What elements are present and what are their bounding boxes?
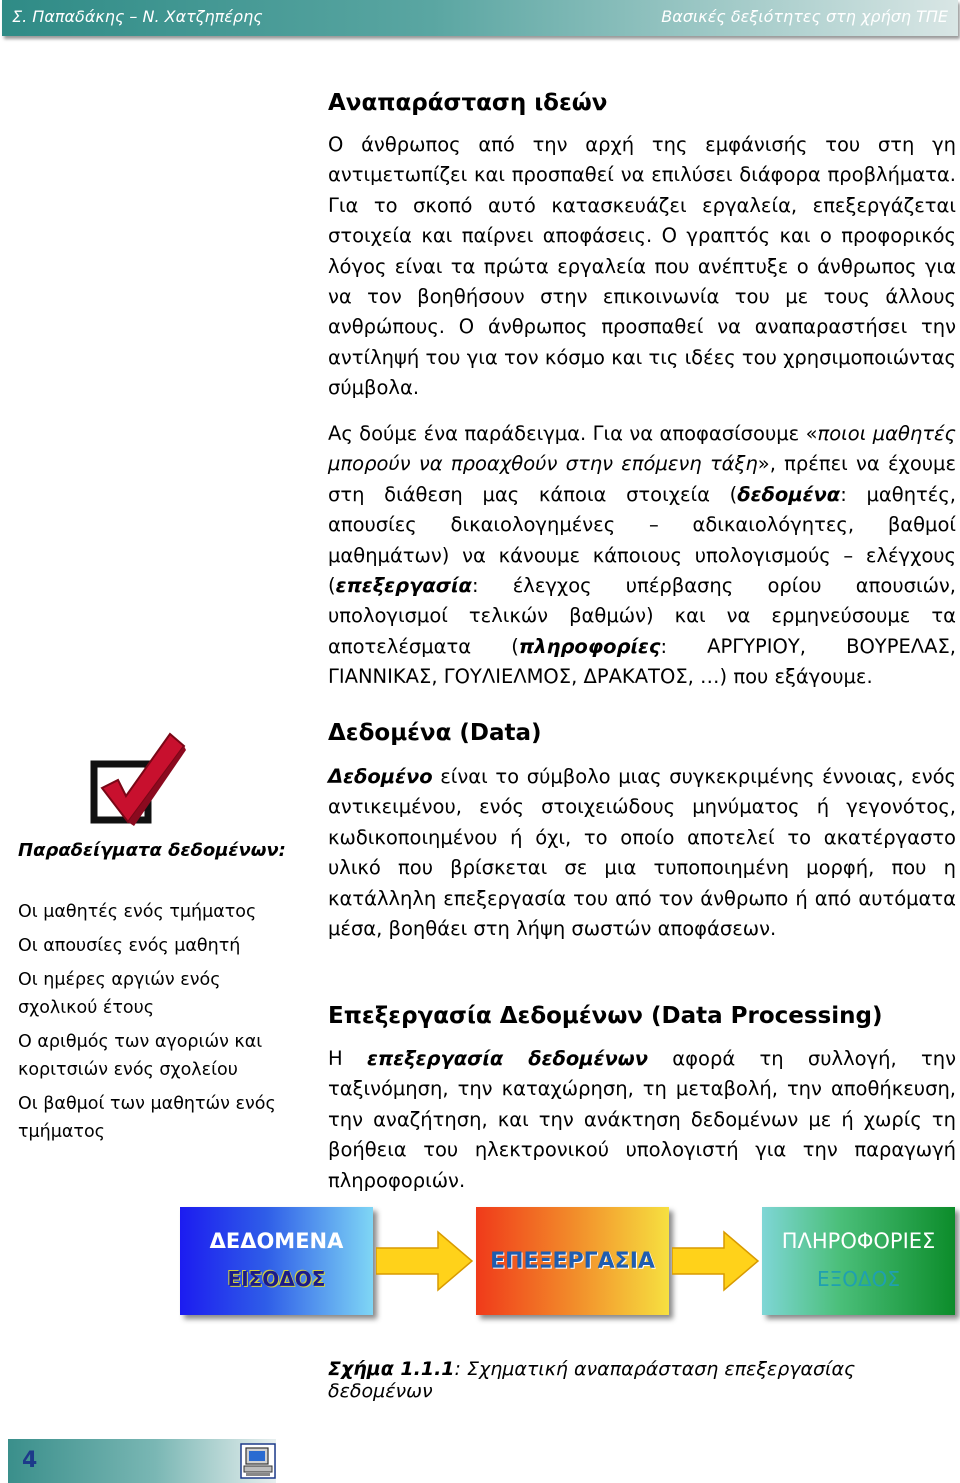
diagram-output-box [762,1207,955,1315]
paragraph-example: Ας δούμε ένα παράδειγμα. Για να αποφασίσουμε «ποιοι μαθητές μπορούν να προαχθούν στην επόμενη τάξη», πρέπει να έχουμε στη διάθεση μας κάποια στοιχεία (δεδομένα: μαθητές, απουσίες δικαιολογημένες – αδικαιολόγητες, βαθμοί μαθημάτων) να κάνουμε κάποιους υπολογισμούς – ελέγχους (επεξεργασία: έλεγχος υπέρβασης ορίου απουσιών, υπολογισμοί τελικών βαθμών) και να ερμηνεύσουμε τα αποτελέσματα (πληροφορίες: ΑΡΓΥΡΙΟΥ, ΒΟΥΡΕΛΑΣ, ΓΙΑΝΝΙΚΑΣ, ΓΟΥΛΙΕΛΜΟΣ, ΔΡΑΚΑΤΟΣ, …) που εξάγουμε. [328,422,957,689]
header-book-title: Βασικές δεξιότητες στη χρήση ΤΠΕ [661,7,948,26]
paragraph-data-processing: Η επεξεργασία δεδομένων αφορά τη συλλογή, την ταξινόμηση, την καταχώρηση, τη μεταβολή, την αποθήκευση, την αναζήτηση, και την ανάκτηση δεδομένων με ή χωρίς τη βοήθεια του ηλεκτρονικού υπολογιστή για την παραγωγή πληροφοριών. [328,1047,956,1192]
footer-bar [8,1439,276,1483]
sidebar-title: Παραδείγματα δεδομένων: [18,840,286,861]
arrow-process-to-output-icon [672,1228,760,1294]
diagram-process-box [476,1207,669,1315]
section-title-data-processing: Επεξεργασία Δεδομένων (Data Processing) [328,1003,883,1029]
paragraph-data-definition: Δεδομένο είναι το σύμβολο μιας συγκεκριμένης έννοιας, ενός αντικειμένου, ενός στοιχειώδους μηνύματος ή γεγονότος, κωδικοποιημένου ή όχι, το οποίο αποτελεί το ακατέργαστο υλικό που βρίσκεται σε μια τυποποιημένη μορφή, που η κατάλληλη επεξεργασία του από τον άνθρωπο ή από αυτόματα μέσα, βοηθάει στη λήψη σωστών αποφάσεων. [328,765,956,941]
diagram-input-box [180,1207,373,1315]
sidebar-examples-list [18,898,298,1152]
list-item: Οι βαθμοί των μαθητών ενός τμήματος [18,1094,276,1142]
paragraph-representation: Ο άνθρωπος από την αρχή της εμφάνισής του στη γη αντιμετωπίζει και προσπαθεί να επιλύσει διάφορα προβλήματα. Για το σκοπό αυτό κατασκευάζει εργαλεία, επεξεργάζεται στοιχεία και παίρνει αποφάσεις. Ο γραπτός και ο προφορικός λόγος είναι τα πρώτα εργαλεία που ανέπτυξε ο άνθρωπος για να τον βοηθήσουν στην επικοινωνία του με τους άλλους ανθρώπους. Ο άνθρωπος προσπαθεί να αναπαραστήσει την αντίληψή του για τον κόσμο και τις ιδέες του χρησιμοποιώντας σύμβολα. [328,133,956,400]
list-item: Ο αριθμός των αγοριών και κοριτσιών ενός σχολείου [18,1032,263,1080]
diagram-input-label: ΔΕΔΟΜΕΝΑ [209,1229,344,1253]
section-title-data: Δεδομένα (Data) [328,720,542,746]
list-item: Οι μαθητές ενός τμήματος [18,902,257,922]
arrow-input-to-process-icon [376,1228,474,1294]
diagram-output-sublabel: ΕΞΟΔΟΣ [816,1267,901,1291]
computer-icon [240,1443,276,1479]
list-item: Οι ημέρες αργιών ενός σχολικού έτους [18,970,221,1018]
diagram-process-label: ΕΠΕΞΕΡΓΑΣΙΑ [490,1249,655,1274]
page-header [2,0,958,36]
checkmark-icon [88,730,188,830]
section-title-representation: Αναπαράσταση ιδεών [328,90,608,116]
page-number: 4 [22,1448,38,1473]
diagram-output-label: ΠΛΗΡΟΦΟΡΙΕΣ [781,1229,936,1253]
header-authors: Σ. Παπαδάκης – Ν. Χατζηπέρης [12,7,263,26]
diagram-input-sublabel: ΕΙΣΟΔΟΣ [227,1267,326,1291]
list-item: Οι απουσίες ενός μαθητή [18,936,241,956]
figure-caption: Σχήμα 1.1.1: Σχηματική αναπαράσταση επεξεργασίας δεδομένων [328,1358,856,1402]
